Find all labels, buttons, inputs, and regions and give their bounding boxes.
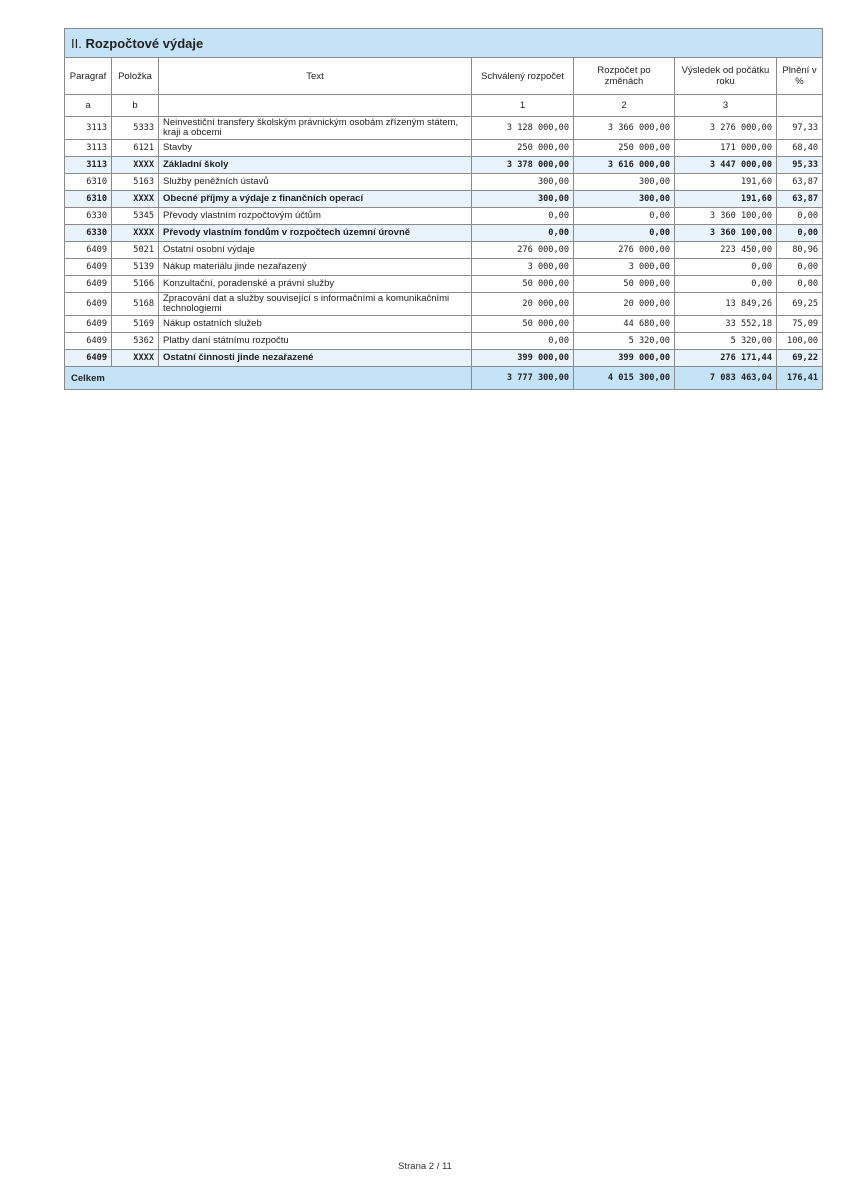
- cell-paragraf: 6409: [65, 276, 112, 293]
- cell-polozka: XXXX: [112, 157, 159, 174]
- col-index-plneni: [777, 95, 823, 117]
- cell-text: Převody vlastním fondům v rozpočtech územní úrovně: [159, 225, 472, 242]
- cell-vysledek: 191,60: [675, 174, 777, 191]
- cell-polozka: 5333: [112, 117, 159, 140]
- cell-po-zmenach: 3 366 000,00: [574, 117, 675, 140]
- table-row: [65, 276, 823, 293]
- total-schvaleny: 3 777 300,00: [472, 367, 574, 390]
- cell-text: Převody vlastním rozpočtovým účtům: [159, 208, 472, 225]
- cell-schvaleny: 3 128 000,00: [472, 117, 574, 140]
- section-title: [65, 29, 823, 58]
- cell-paragraf: 6310: [65, 191, 112, 208]
- cell-po-zmenach: 5 320,00: [574, 333, 675, 350]
- cell-plneni: 0,00: [777, 225, 823, 242]
- cell-polozka: XXXX: [112, 191, 159, 208]
- cell-vysledek: 3 447 000,00: [675, 157, 777, 174]
- cell-po-zmenach: 300,00: [574, 191, 675, 208]
- cell-text: Zpracování dat a služby související s informačními a komunikačními technologiemi: [159, 293, 472, 316]
- cell-polozka: 5169: [112, 316, 159, 333]
- cell-text: Ostatní osobní výdaje: [159, 242, 472, 259]
- cell-schvaleny: 50 000,00: [472, 276, 574, 293]
- cell-po-zmenach: 300,00: [574, 174, 675, 191]
- cell-vysledek: 223 450,00: [675, 242, 777, 259]
- col-index-2: 2: [574, 95, 675, 117]
- cell-text: Konzultační, poradenské a právní služby: [159, 276, 472, 293]
- cell-po-zmenach: 3 616 000,00: [574, 157, 675, 174]
- cell-schvaleny: 3 378 000,00: [472, 157, 574, 174]
- col-header-vysledek: Výsledek od počátku roku: [675, 58, 777, 95]
- cell-polozka: 5166: [112, 276, 159, 293]
- cell-paragraf: 6409: [65, 259, 112, 276]
- cell-vysledek: 13 849,26: [675, 293, 777, 316]
- cell-polozka: 5139: [112, 259, 159, 276]
- col-header-paragraf: Paragraf: [65, 58, 112, 95]
- cell-po-zmenach: 0,00: [574, 208, 675, 225]
- cell-paragraf: 6310: [65, 174, 112, 191]
- cell-po-zmenach: 20 000,00: [574, 293, 675, 316]
- subtotal-row: [65, 191, 823, 208]
- cell-paragraf: 3113: [65, 140, 112, 157]
- cell-polozka: 6121: [112, 140, 159, 157]
- cell-polozka: 5345: [112, 208, 159, 225]
- table-row: [65, 333, 823, 350]
- col-header-schvaleny: Schválený rozpočet: [472, 58, 574, 95]
- cell-plneni: 0,00: [777, 259, 823, 276]
- cell-polozka: 5362: [112, 333, 159, 350]
- table-row: [65, 293, 823, 316]
- cell-vysledek: 3 360 100,00: [675, 225, 777, 242]
- cell-plneni: 63,87: [777, 174, 823, 191]
- total-label: Celkem: [65, 367, 472, 390]
- cell-plneni: 69,25: [777, 293, 823, 316]
- table-row: [65, 242, 823, 259]
- cell-polozka: 5163: [112, 174, 159, 191]
- cell-plneni: 80,96: [777, 242, 823, 259]
- cell-paragraf: 3113: [65, 117, 112, 140]
- cell-paragraf: 6409: [65, 350, 112, 367]
- cell-polozka: XXXX: [112, 350, 159, 367]
- cell-po-zmenach: 399 000,00: [574, 350, 675, 367]
- cell-plneni: 75,09: [777, 316, 823, 333]
- cell-text: Základní školy: [159, 157, 472, 174]
- cell-paragraf: 6330: [65, 225, 112, 242]
- table-row: [65, 140, 823, 157]
- subtotal-row: [65, 225, 823, 242]
- col-index-b: b: [112, 95, 159, 117]
- col-index-a: a: [65, 95, 112, 117]
- cell-po-zmenach: 3 000,00: [574, 259, 675, 276]
- cell-plneni: 69,22: [777, 350, 823, 367]
- col-index-3: 3: [675, 95, 777, 117]
- cell-vysledek: 3 276 000,00: [675, 117, 777, 140]
- column-index-row: [65, 95, 823, 117]
- cell-plneni: 63,87: [777, 191, 823, 208]
- cell-plneni: 68,40: [777, 140, 823, 157]
- cell-vysledek: 3 360 100,00: [675, 208, 777, 225]
- cell-text: Nákup ostatních služeb: [159, 316, 472, 333]
- table-row: [65, 208, 823, 225]
- cell-paragraf: 6409: [65, 242, 112, 259]
- col-index-text: [159, 95, 472, 117]
- section-heading: Rozpočtové výdaje: [85, 35, 204, 51]
- cell-plneni: 95,33: [777, 157, 823, 174]
- total-po-zmenach: 4 015 300,00: [574, 367, 675, 390]
- cell-schvaleny: 0,00: [472, 208, 574, 225]
- cell-text: Ostatní činnosti jinde nezařazené: [159, 350, 472, 367]
- cell-vysledek: 171 000,00: [675, 140, 777, 157]
- cell-plneni: 0,00: [777, 208, 823, 225]
- cell-po-zmenach: 44 680,00: [574, 316, 675, 333]
- col-header-polozka: Položka: [112, 58, 159, 95]
- cell-schvaleny: 250 000,00: [472, 140, 574, 157]
- cell-plneni: 97,33: [777, 117, 823, 140]
- col-header-plneni: Plnění v %: [777, 58, 823, 95]
- cell-text: Nákup materiálu jinde nezařazený: [159, 259, 472, 276]
- cell-vysledek: 0,00: [675, 259, 777, 276]
- cell-vysledek: 191,60: [675, 191, 777, 208]
- cell-polozka: 5168: [112, 293, 159, 316]
- cell-text: Neinvestiční transfery školským právnickým osobám zřízeným státem, kraji a obcemi: [159, 117, 472, 140]
- total-vysledek: 7 083 463,04: [675, 367, 777, 390]
- col-header-text: Text: [159, 58, 472, 95]
- cell-paragraf: 6409: [65, 293, 112, 316]
- cell-paragraf: 6330: [65, 208, 112, 225]
- cell-po-zmenach: 276 000,00: [574, 242, 675, 259]
- cell-schvaleny: 300,00: [472, 174, 574, 191]
- cell-paragraf: 6409: [65, 333, 112, 350]
- cell-po-zmenach: 250 000,00: [574, 140, 675, 157]
- cell-polozka: XXXX: [112, 225, 159, 242]
- section-roman: II.: [71, 35, 82, 51]
- cell-vysledek: 276 171,44: [675, 350, 777, 367]
- cell-polozka: 5021: [112, 242, 159, 259]
- cell-schvaleny: 276 000,00: [472, 242, 574, 259]
- cell-po-zmenach: 0,00: [574, 225, 675, 242]
- cell-schvaleny: 0,00: [472, 225, 574, 242]
- cell-schvaleny: 300,00: [472, 191, 574, 208]
- table-row: [65, 259, 823, 276]
- table-row: [65, 316, 823, 333]
- cell-schvaleny: 3 000,00: [472, 259, 574, 276]
- cell-text: Služby peněžních ústavů: [159, 174, 472, 191]
- cell-vysledek: 33 552,18: [675, 316, 777, 333]
- cell-po-zmenach: 50 000,00: [574, 276, 675, 293]
- budget-expenditure-table: [64, 28, 823, 390]
- subtotal-row: [65, 350, 823, 367]
- total-plneni: 176,41: [777, 367, 823, 390]
- cell-text: Platby daní státnímu rozpočtu: [159, 333, 472, 350]
- cell-text: Stavby: [159, 140, 472, 157]
- cell-paragraf: 3113: [65, 157, 112, 174]
- cell-plneni: 0,00: [777, 276, 823, 293]
- cell-paragraf: 6409: [65, 316, 112, 333]
- cell-schvaleny: 20 000,00: [472, 293, 574, 316]
- cell-schvaleny: 50 000,00: [472, 316, 574, 333]
- subtotal-row: [65, 157, 823, 174]
- cell-schvaleny: 399 000,00: [472, 350, 574, 367]
- cell-vysledek: 0,00: [675, 276, 777, 293]
- cell-plneni: 100,00: [777, 333, 823, 350]
- table-row: [65, 117, 823, 140]
- table-row: [65, 174, 823, 191]
- cell-vysledek: 5 320,00: [675, 333, 777, 350]
- cell-schvaleny: 0,00: [472, 333, 574, 350]
- column-header-row: [65, 58, 823, 95]
- page-number: Strana 2 / 11: [398, 1161, 452, 1172]
- cell-text: Obecné příjmy a výdaje z finančních operací: [159, 191, 472, 208]
- col-index-1: 1: [472, 95, 574, 117]
- col-header-po-zmenach: Rozpočet po změnách: [574, 58, 675, 95]
- grand-total-row: [65, 367, 823, 390]
